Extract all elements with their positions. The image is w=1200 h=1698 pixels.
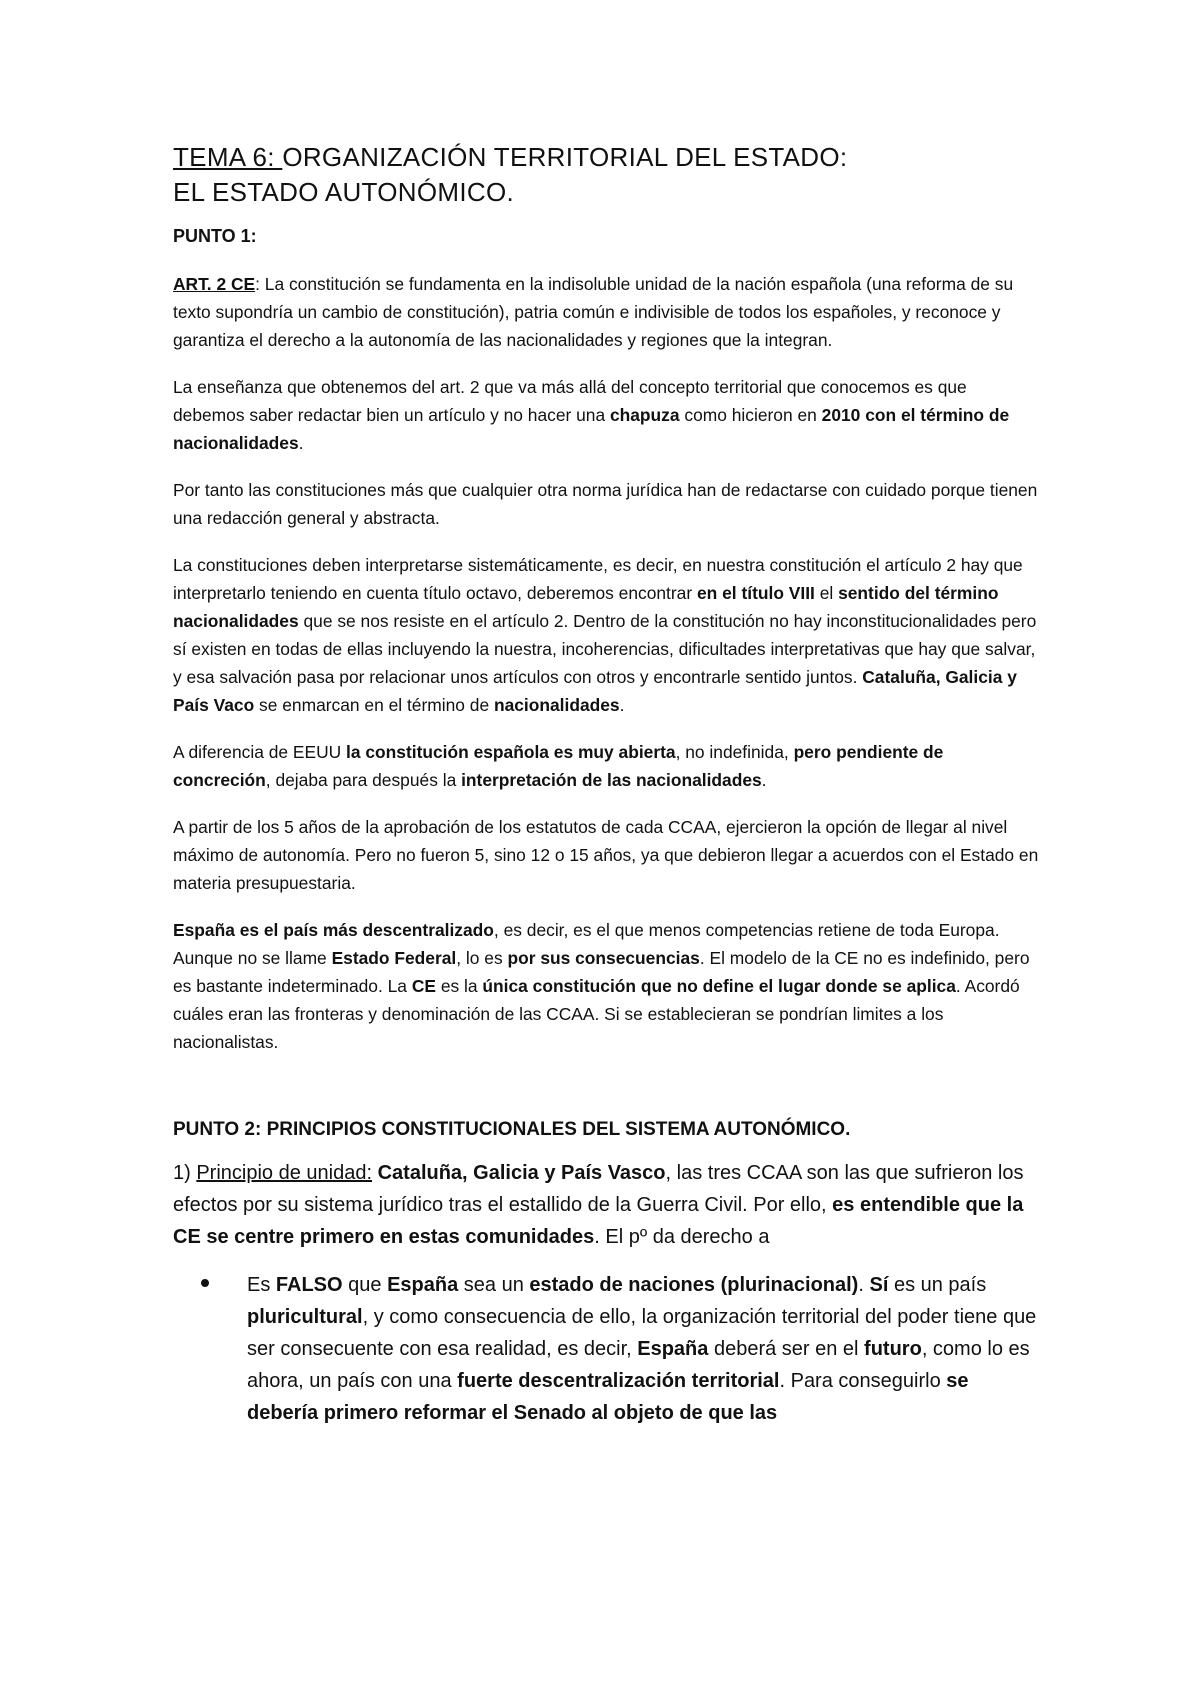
art2-text: : La constitución se fundamenta en la indisoluble unidad de la nación española (una reforma de su texto supondría un cambio de constitución), patria común e indivisible de todos los españoles, y reconoce y garantiza el derecho a la autonomía de las nacionalidades y regiones que la integran.	[173, 274, 1014, 350]
text-run: , y como consecuencia de ello, la organización territorial del poder tiene que ser consecuente con esa realidad, es decir,	[247, 1306, 1037, 1360]
text-run: . El pº da derecho a	[594, 1226, 770, 1248]
bold-run: España es el país más descentralizado	[173, 920, 494, 940]
bold-run: interpretación de las nacionalidades	[461, 770, 762, 790]
bold-run: en el título VIII	[696, 583, 815, 603]
bold-run: fuerte descentralización territorial	[457, 1370, 780, 1392]
bold-run: Sí	[869, 1274, 889, 1296]
paragraph-eeuu	[173, 738, 1043, 794]
paragraph-principio-unidad	[173, 1157, 1043, 1253]
bold-run: chapuza	[609, 405, 680, 425]
text-run: Es	[247, 1274, 276, 1296]
text-run: , como lo es ahora, un país con una	[247, 1338, 1030, 1392]
text-run: deberá ser en el	[708, 1338, 865, 1360]
document-title	[173, 140, 1043, 210]
bold-run: es entendible que la CE se centre primero en estas comunidades	[173, 1194, 1024, 1248]
text-run: La enseñanza que obtenemos del art. 2 que va más allá del concepto territorial que conocemos es que debemos saber redactar bien un artículo y no hacer una	[173, 377, 967, 425]
bold-run: nacionalidades	[493, 695, 620, 715]
text-run: el	[814, 583, 839, 603]
text-run: A diferencia de EEUU	[173, 742, 347, 762]
text-run: , es decir, es el que menos competencias retiene de toda Europa. Aunque no se llame	[173, 920, 1000, 968]
bold-run: estado de naciones (plurinacional)	[529, 1274, 859, 1296]
text-run: .	[298, 433, 304, 453]
bold-run: la constitución española es muy abierta	[346, 742, 676, 762]
bold-run: 2010 con el término de nacionalidades	[173, 405, 1010, 453]
section-heading-punto-2: PUNTO 2: PRINCIPIOS CONSTITUCIONALES DEL SISTEMA AUTONÓMICO.	[173, 1119, 851, 1140]
bold-run: única constitución que no define el lugar donde se aplica	[482, 976, 956, 996]
paragraph-por-tanto: Por tanto las constituciones más que cualquier otra norma jurídica han de redactarse con cuidado porque tienen una redacción general y abstracta.	[173, 480, 1038, 528]
text-run: se enmarcan en el término de	[254, 695, 494, 715]
spacer	[173, 1075, 1043, 1117]
title-prefix: TEMA 6:	[173, 142, 283, 172]
text-run: , no indefinida,	[675, 742, 794, 762]
text-run: es la	[435, 976, 483, 996]
bold-run: sentido del término nacionalidades	[173, 583, 999, 631]
bold-run: futuro	[864, 1338, 922, 1360]
paragraph-interpretacion	[173, 551, 1043, 719]
bullet-list	[173, 1269, 1043, 1429]
text-run: , lo es	[456, 948, 508, 968]
bold-run: pero pendiente de concreción	[173, 742, 944, 790]
text-run: . Acordó cuáles eran las fronteras y denominación de las CCAA. Si se establecieran se pondrían limites a los nacionalistas.	[173, 976, 1020, 1052]
text-run: , las tres CCAA son las que sufrieron los efectos por su sistema jurídico tras el estallido de la Guerra Civil. Por ello,	[173, 1162, 1024, 1216]
bold-run: FALSO	[275, 1274, 343, 1296]
text-run: , dejaba para después la	[265, 770, 462, 790]
text-run: que se nos resiste en el artículo 2. Dentro de la constitución no hay inconstitucionalidades pero sí existen en todas de ellas incluyendo la nuestra, incoherencias, dificultades interpretativas que hay que salvar, y esa salvación pasa por relacionar unos artículos con otros y encontrarle sentido juntos.	[173, 611, 1037, 687]
bold-run: España	[387, 1274, 459, 1296]
paragraph-descentralizado	[173, 916, 1043, 1056]
paragraph-estatutos: A partir de los 5 años de la aprobación de los estatutos de cada CCAA, ejercieron la opción de llegar al nivel máximo de autonomía. Pero no fueron 5, sino 12 o 15 años, ya que debieron llegar a acuerdos con el Estado en materia presupuestaria.	[173, 817, 1039, 893]
bold-run: pluricultural	[247, 1306, 363, 1328]
title-main: ORGANIZACIÓN TERRITORIAL DEL ESTADO:	[282, 142, 848, 172]
bold-run: se debería primero reformar el Senado al objeto de que las	[247, 1370, 969, 1424]
bold-run: Cataluña, Galicia y País Vasco	[372, 1162, 666, 1184]
bold-run: Estado Federal	[331, 948, 457, 968]
paragraph-ensenanza	[173, 373, 1043, 457]
text-run: . Para conseguirlo	[779, 1370, 947, 1392]
title-line2: EL ESTADO AUTONÓMICO.	[173, 177, 514, 207]
list-number: 1)	[173, 1162, 197, 1184]
text-run: es un país	[888, 1274, 987, 1296]
art2-label: ART. 2 CE	[173, 274, 256, 294]
principle-label: Principio de unidad:	[196, 1162, 373, 1184]
text-run: como hicieron en	[679, 405, 822, 425]
paragraph-art2	[173, 270, 1043, 354]
bold-run: España	[637, 1338, 709, 1360]
text-run: .	[858, 1274, 870, 1296]
text-run: . El modelo de la CE no es indefinido, pero es bastante indeterminado. La	[173, 948, 1030, 996]
bold-run: Cataluña, Galicia y País Vaco	[173, 667, 1017, 715]
bold-run: por sus consecuencias	[507, 948, 700, 968]
bullet-icon	[201, 1279, 209, 1287]
text-run: que	[342, 1274, 388, 1296]
text-run: .	[619, 695, 625, 715]
bold-run: CE	[411, 976, 436, 996]
list-item	[247, 1269, 1043, 1429]
section-heading-punto-1: PUNTO 1:	[173, 226, 257, 246]
document-body	[173, 140, 1043, 1429]
text-run: .	[761, 770, 767, 790]
text-run: La constituciones deben interpretarse sistemáticamente, es decir, en nuestra constitución el artículo 2 hay que interpretarlo teniendo en cuenta título octavo, deberemos encontrar	[173, 555, 1023, 603]
text-run: sea un	[458, 1274, 530, 1296]
